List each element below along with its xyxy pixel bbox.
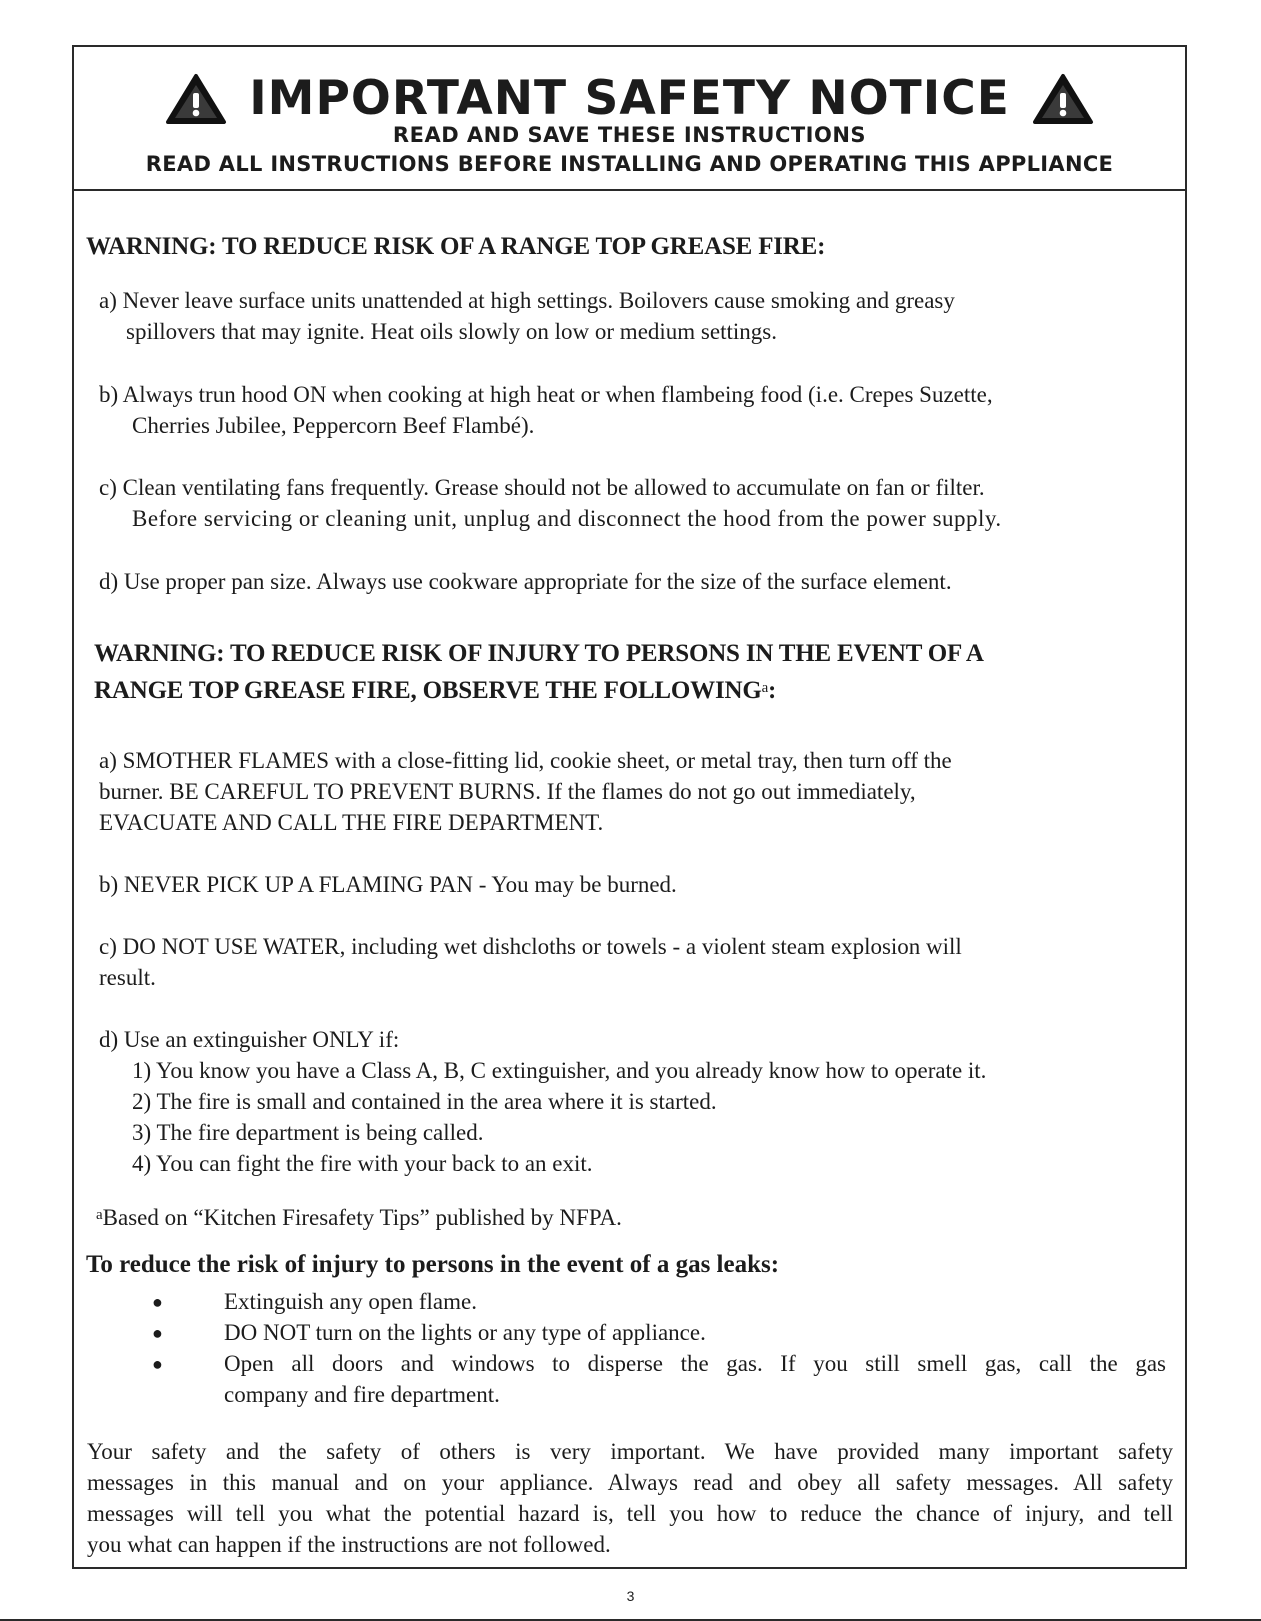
section1-heading: WARNING: TO REDUCE RISK OF A RANGE TOP GREASE FIRE: [86, 233, 826, 260]
section2-item-d-line1: d) Use an extinguisher ONLY if: [99, 1027, 400, 1052]
closing-line-4: you what can happen if the instructions are not followed. [87, 1532, 611, 1557]
closing-line-2: messages in this manual and on your appliance. Always read and obey all safety messages. All safety [87, 1470, 1173, 1495]
gas-leak-bullet-3-line2: company and fire department. [224, 1382, 500, 1407]
section1-item-b-line1: b) Always trun hood ON when cooking at high heat or when flambeing food (i.e. Crepes Suzette, [99, 382, 993, 407]
section2-item-b-line1: b) NEVER PICK UP A FLAMING PAN - You may be burned. [99, 872, 677, 897]
closing-line-1: Your safety and the safety of others is very important. We have provided many important safety [87, 1439, 1173, 1464]
section1-item-c-line2: Before servicing or cleaning unit, unplug and disconnect the hood from the power supply. [132, 506, 1002, 531]
section1-item-c-line1: c) Clean ventilating fans frequently. Grease should not be allowed to accumulate on fan or filter. [99, 475, 985, 500]
page-number: 3 [626, 1588, 635, 1604]
title-row [74, 69, 1185, 129]
section2-heading-line1: WARNING: TO REDUCE RISK OF INJURY TO PERSONS IN THE EVENT OF A [94, 640, 984, 667]
subtitle-read-save: READ AND SAVE THESE INSTRUCTIONS [392, 123, 867, 147]
section3-heading: To reduce the risk of injury to persons in the event of a gas leaks: [86, 1251, 780, 1278]
section2-item-c-line1: c) DO NOT USE WATER, including wet dishcloths or towels - a violent steam explosion will [99, 934, 962, 959]
section1-item-d-line1: d) Use proper pan size. Always use cookware appropriate for the size of the surface element. [99, 569, 952, 594]
extinguisher-condition-1: 1) You know you have a Class A, B, C extinguisher, and you already know how to operate it. [132, 1058, 987, 1083]
extinguisher-condition-2: 2) The fire is small and contained in the area where it is started. [132, 1089, 717, 1114]
section1-item-a-line2: spillovers that may ignite. Heat oils slowly on low or medium settings. [126, 319, 777, 344]
footnote-marker: a [761, 680, 769, 696]
subtitle-read-all: READ ALL INSTRUCTIONS BEFORE INSTALLING AND OPERATING THIS APPLIANCE [145, 152, 1114, 176]
section2-heading-line2 [94, 671, 776, 708]
section2-item-a-line2: burner. BE CAREFUL TO PREVENT BURNS. If the flames do not go out immediately, [99, 779, 916, 804]
section2-item-a-line3: EVACUATE AND CALL THE FIRE DEPARTMENT. [99, 810, 604, 835]
bullet-dot: ● [152, 1354, 163, 1374]
bullet-dot: ● [152, 1292, 163, 1312]
gas-leak-bullet-3-line1: Open all doors and windows to disperse the gas. If you still smell gas, call the gas [224, 1351, 1166, 1376]
section2-item-a-line1: a) SMOTHER FLAMES with a close-fitting lid, cookie sheet, or metal tray, then turn off the [99, 748, 952, 773]
section1-item-a-line1: a) Never leave surface units unattended at high settings. Boilovers cause smoking and greasy [99, 288, 955, 313]
footnote-text: Based on “Kitchen Firesafety Tips” published by NFPA. [102, 1205, 622, 1230]
section2-heading-text: RANGE TOP GREASE FIRE, OBSERVE THE FOLLOWING [94, 677, 762, 704]
warning-triangle-icon [165, 73, 227, 125]
footnote-mark: a [96, 1207, 103, 1223]
extinguisher-condition-3: 3) The fire department is being called. [132, 1120, 484, 1145]
warning-triangle-icon [1032, 73, 1094, 125]
gas-leak-bullet-1: Extinguish any open flame. [224, 1289, 477, 1314]
section2-heading-colon: : [768, 677, 777, 704]
notice-header [74, 47, 1185, 191]
section2-item-c-line2: result. [99, 965, 156, 990]
footnote [96, 1200, 622, 1233]
closing-line-3: messages will tell you what the potential hazard is, tell you how to reduce the chance of injury, and tell [87, 1501, 1173, 1526]
extinguisher-condition-4: 4) You can fight the fire with your back to an exit. [132, 1151, 593, 1176]
page-title: IMPORTANT SAFETY NOTICE [249, 71, 1010, 126]
section1-item-b-line2: Cherries Jubilee, Peppercorn Beef Flambé). [132, 413, 535, 438]
bullet-dot: ● [152, 1323, 163, 1343]
gas-leak-bullet-2: DO NOT turn on the lights or any type of appliance. [224, 1320, 706, 1345]
